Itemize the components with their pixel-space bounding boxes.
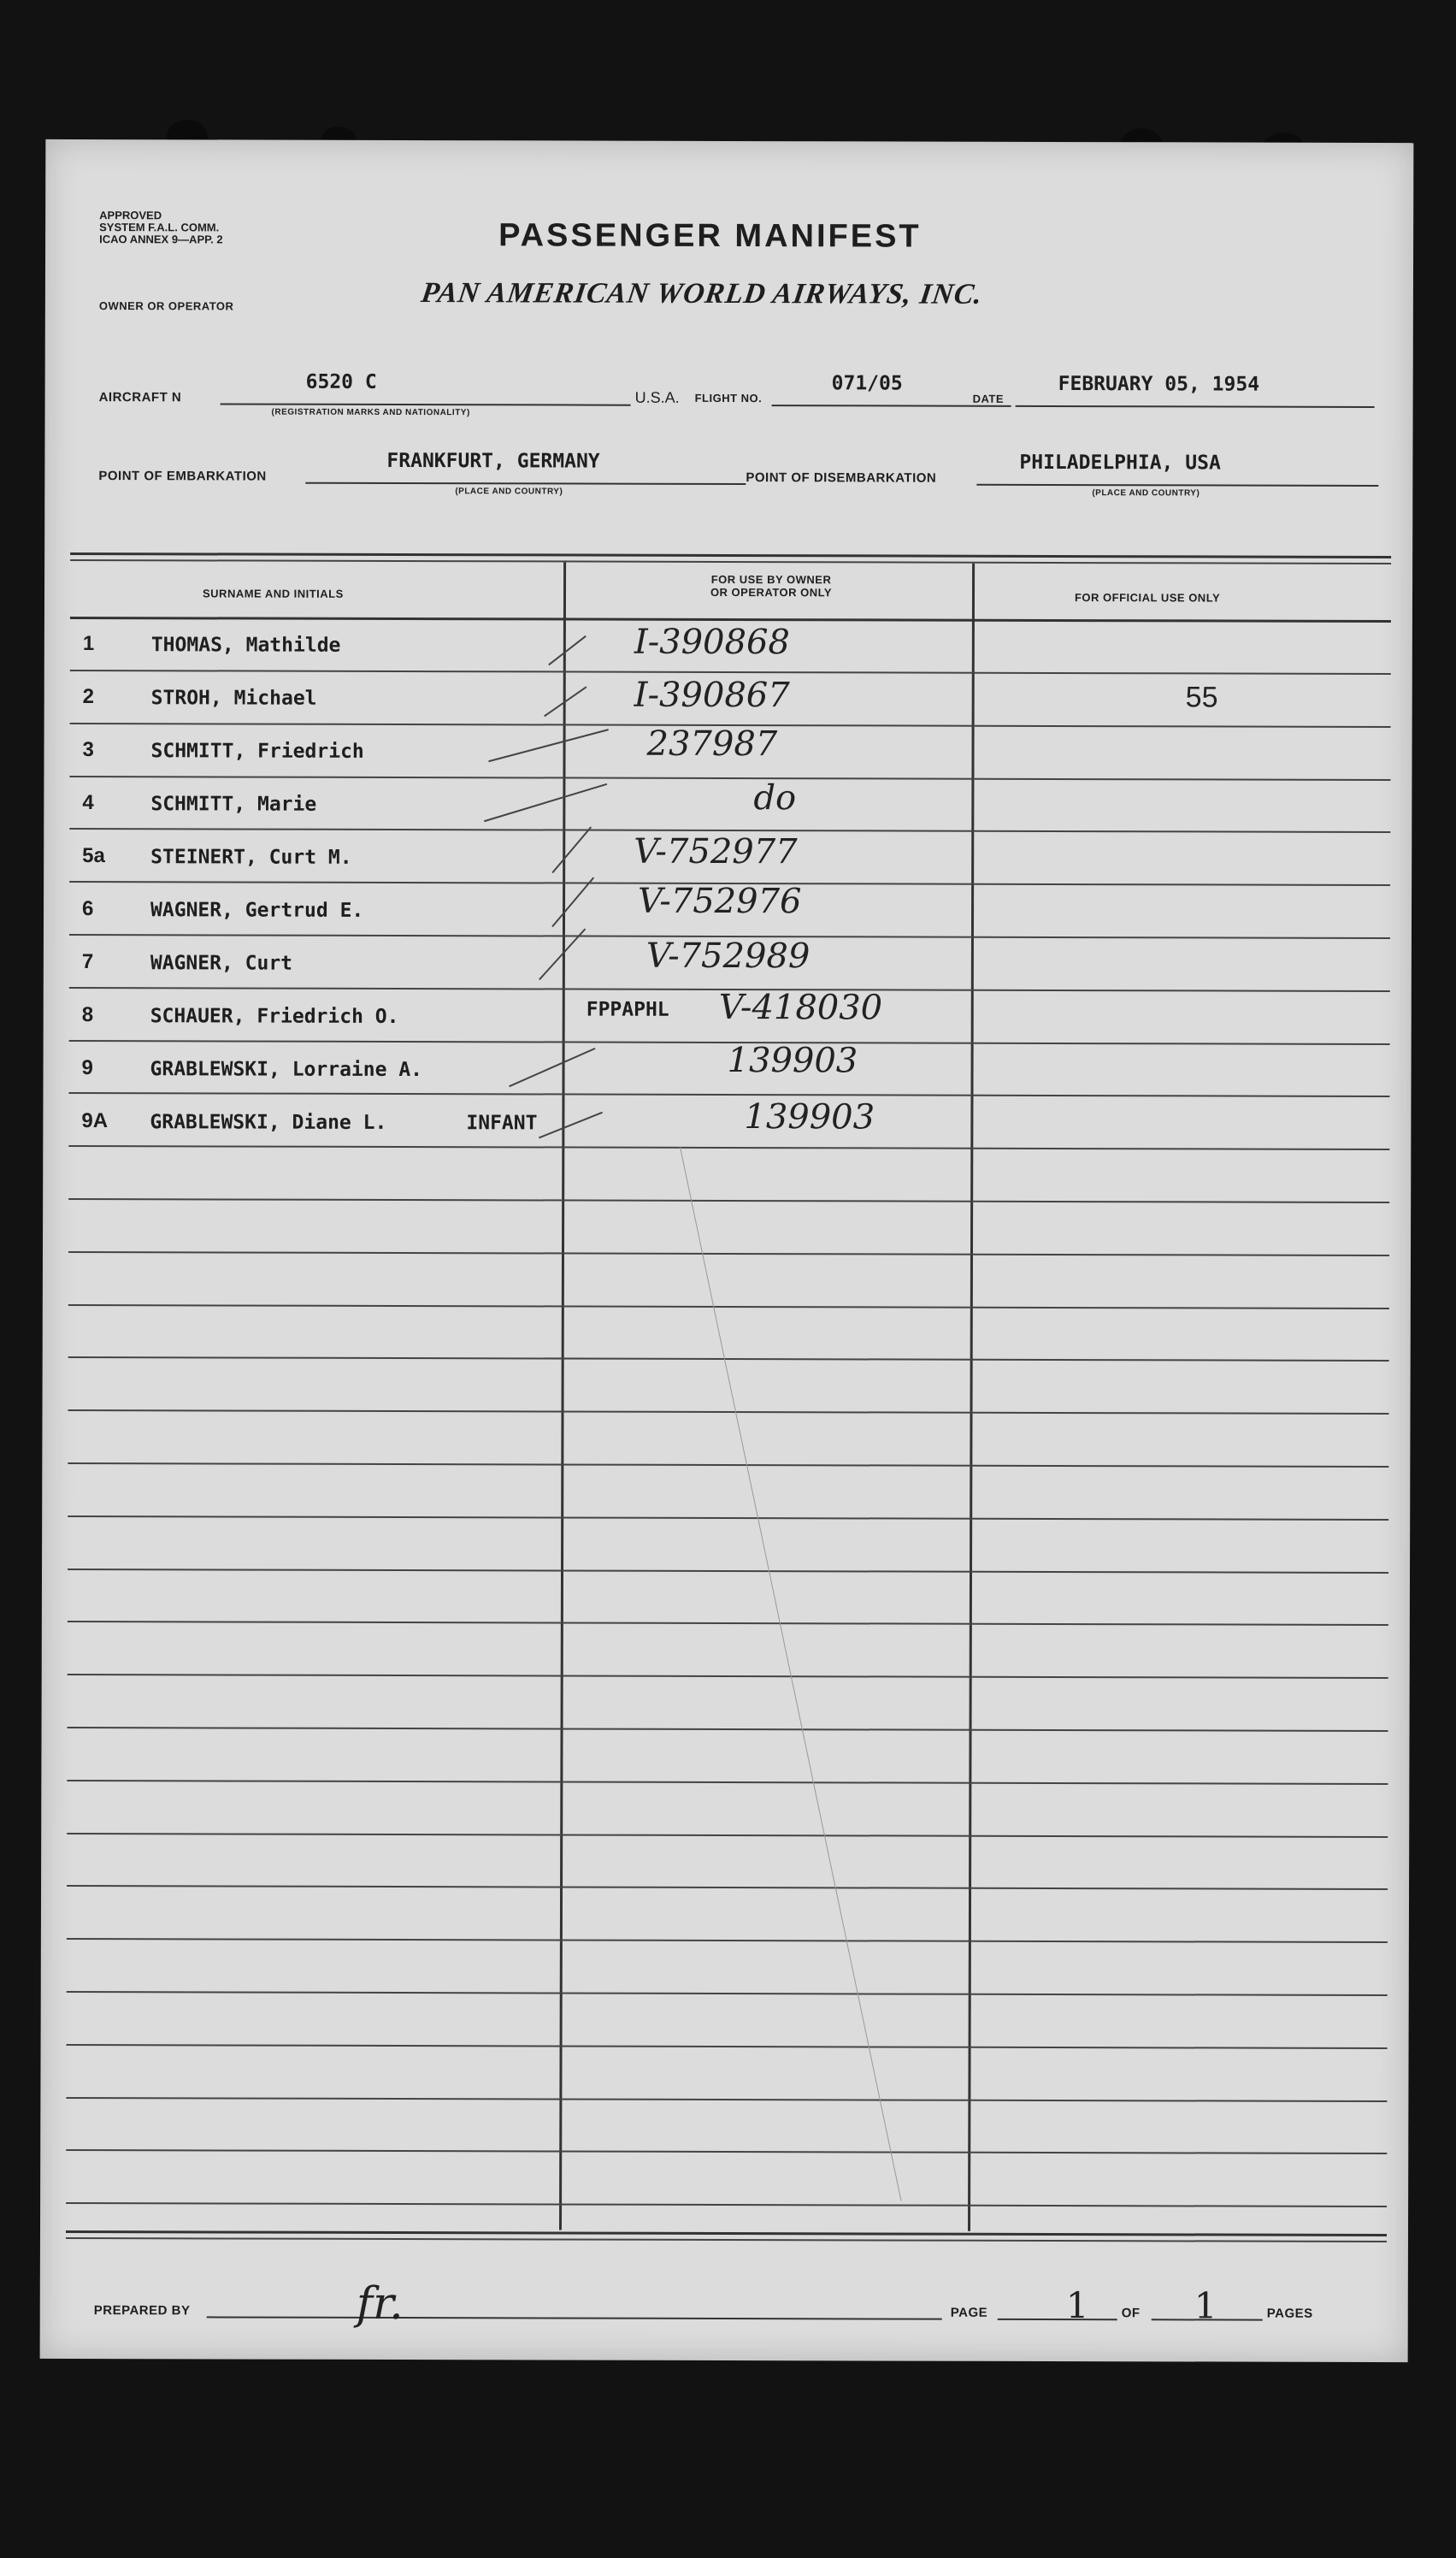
- row-number: 4: [82, 791, 94, 815]
- embarkation-value: FRANKFURT, GERMANY: [386, 449, 600, 473]
- owner-use-header-line: FOR USE BY OWNER: [710, 572, 832, 587]
- row-rule: [66, 2202, 1387, 2207]
- aircraft-value: 6520 C: [305, 370, 377, 393]
- disembark-caption: (PLACE AND COUNTRY): [1092, 488, 1200, 499]
- page-label: PAGE: [950, 2305, 988, 2320]
- row-rule: [68, 1409, 1389, 1415]
- check-mark: [539, 1112, 603, 1139]
- document-number: I-390867: [634, 675, 790, 716]
- aircraft-label: AIRCRAFT N: [98, 390, 182, 405]
- row-number: 8: [81, 1003, 94, 1027]
- document-number: I-390868: [634, 622, 790, 663]
- document-number: 139903: [727, 1041, 858, 1081]
- pencil-stroke: [680, 1146, 902, 2201]
- disembarkation-value: PHILADELPHIA, USA: [1019, 451, 1221, 475]
- row-rule: [68, 1145, 1389, 1150]
- row-rule: [66, 2097, 1387, 2102]
- prepared-by-label: PREPARED BY: [93, 2303, 191, 2319]
- registration-caption: (REGISTRATION MARKS AND NATIONALITY): [271, 407, 470, 418]
- document-number: do: [753, 778, 797, 818]
- row-rule: [68, 1198, 1389, 1203]
- row-rule: [68, 1674, 1388, 1679]
- total-pages: 1: [1194, 2284, 1217, 2327]
- manifest-sheet: [40, 139, 1414, 2362]
- row-rule: [68, 1356, 1389, 1362]
- official-mark: 55: [1185, 681, 1218, 714]
- row-rule: [67, 1938, 1388, 1943]
- row-rule: [66, 2149, 1387, 2154]
- preparer-initials: fr.: [356, 2277, 404, 2331]
- row-number: 3: [82, 738, 94, 762]
- pages-label: PAGES: [1266, 2306, 1313, 2321]
- column-divider: [968, 564, 975, 2231]
- owner-label: OWNER OR OPERATOR: [98, 299, 234, 313]
- row-rule: [68, 1621, 1388, 1626]
- check-mark: [488, 729, 609, 762]
- approval-note: [99, 210, 223, 245]
- row-rule: [70, 670, 1391, 675]
- passenger-name: STEINERT, Curt M.: [150, 846, 352, 869]
- document-number: 237987: [646, 724, 778, 765]
- official-use-header: FOR OFFICIAL USE ONLY: [1074, 591, 1221, 605]
- disembarkation-label: POINT OF DISEMBARKATION: [746, 470, 937, 486]
- passenger-name: SCHMITT, Marie: [150, 793, 317, 816]
- check-mark: [551, 826, 592, 873]
- passenger-name: SCHAUER, Friedrich O.: [150, 1005, 399, 1028]
- passenger-name: GRABLEWSKI, Diane L.: [150, 1111, 387, 1134]
- row-number: 9A: [81, 1109, 109, 1133]
- row-number: 5a: [82, 844, 105, 868]
- document-number: V-752977: [634, 831, 798, 872]
- row-rule: [67, 1833, 1388, 1838]
- row-number: 1: [82, 632, 95, 656]
- infant-note: INFANT: [466, 1112, 538, 1135]
- row-rule: [68, 1462, 1388, 1468]
- row-rule: [67, 1780, 1388, 1785]
- row-rule: [68, 1515, 1388, 1521]
- flight-no-value: 071/05: [831, 372, 903, 395]
- owner-use-header-line: OR OPERATOR ONLY: [710, 585, 833, 600]
- passenger-name: WAGNER, Curt: [150, 952, 293, 975]
- row-rule: [67, 1991, 1388, 1996]
- check-mark: [484, 783, 607, 822]
- row-rule: [68, 1092, 1389, 1097]
- row-rules: [45, 139, 1413, 143]
- page-number: 1: [1065, 2284, 1089, 2327]
- approval-line: SYSTEM F.A.L. COMM.: [99, 221, 220, 234]
- row-number: 2: [82, 685, 95, 709]
- row-number: 6: [82, 897, 94, 921]
- page-title: PASSENGER MANIFEST: [498, 217, 922, 255]
- date-value: FEBRUARY 05, 1954: [1058, 373, 1260, 396]
- operator-name: PAN AMERICAN WORLD AIRWAYS, INC.: [419, 277, 985, 310]
- document-number: 139903: [744, 1097, 875, 1137]
- row-rule: [68, 1568, 1388, 1574]
- passenger-name: STROH, Michael: [150, 687, 317, 710]
- check-mark: [551, 877, 594, 927]
- document-number: V-752976: [638, 881, 802, 922]
- row-rule: [67, 1885, 1388, 1890]
- document-number: V-418030: [718, 987, 883, 1028]
- approval-line: APPROVED: [99, 209, 162, 222]
- check-mark: [548, 635, 587, 665]
- embarkation-label: POINT OF EMBARKATION: [98, 469, 267, 484]
- surname-header: SURNAME AND INITIALS: [202, 587, 344, 600]
- passenger-name: WAGNER, Gertrud E.: [150, 899, 364, 922]
- row-rule: [68, 1251, 1389, 1256]
- row-number: 7: [81, 950, 94, 974]
- date-label: DATE: [972, 392, 1005, 405]
- document-number: V-752989: [645, 936, 811, 977]
- flight-no-label: FLIGHT NO.: [694, 391, 763, 405]
- check-mark: [509, 1048, 595, 1087]
- owner-use-header: [686, 573, 857, 600]
- approval-line: ICAO ANNEX 9—APP. 2: [99, 233, 223, 246]
- passenger-name: SCHMITT, Friedrich: [150, 740, 364, 763]
- row-rule: [68, 1304, 1389, 1309]
- usa-label: U.S.A.: [634, 388, 680, 406]
- of-label: OF: [1121, 2306, 1141, 2321]
- row-rule: [69, 776, 1390, 781]
- row-number: 9: [81, 1056, 93, 1080]
- passenger-name: GRABLEWSKI, Lorraine A.: [150, 1058, 423, 1082]
- typed-code: FPPAPHL: [586, 998, 669, 1021]
- passenger-name: THOMAS, Mathilde: [150, 634, 341, 657]
- column-divider: [559, 562, 566, 2230]
- row-rule: [68, 1727, 1388, 1732]
- embark-caption: (PLACE AND COUNTRY): [455, 487, 563, 497]
- row-rule: [67, 2044, 1388, 2049]
